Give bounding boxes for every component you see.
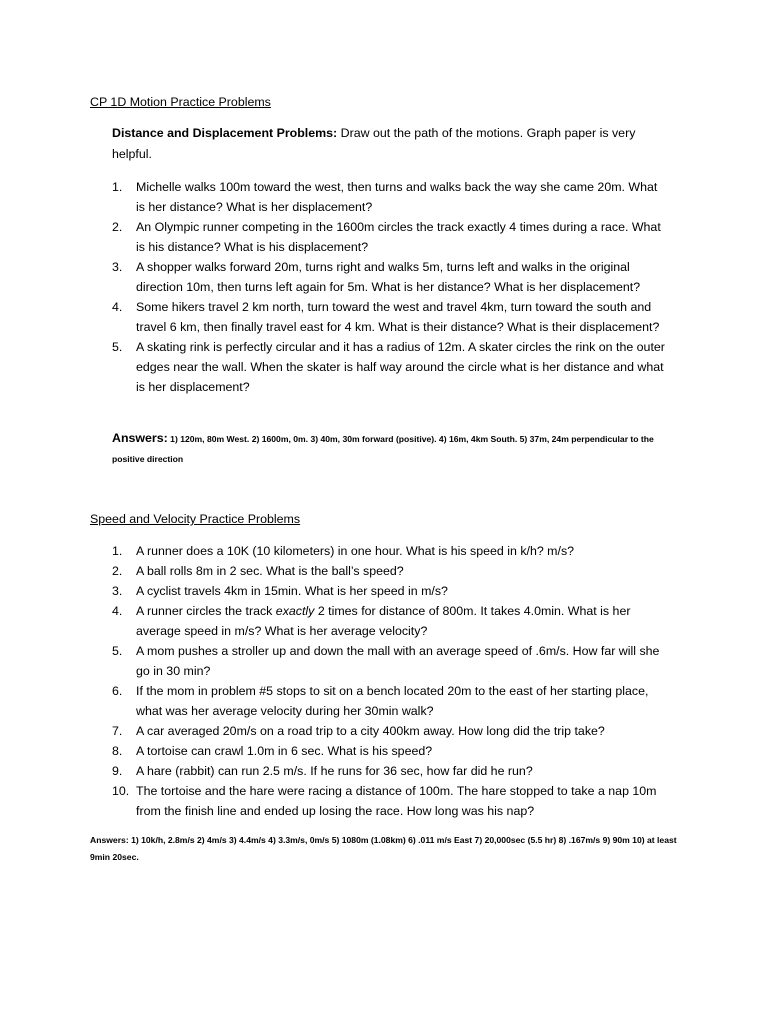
section1-intro	[112, 123, 652, 165]
section2-title: Speed and Velocity Practice Problems	[90, 512, 301, 526]
item-number: 10.	[112, 784, 130, 798]
section1-answers	[112, 428, 672, 469]
item-number: 2.	[112, 564, 123, 578]
item-number: 1.	[112, 180, 123, 194]
document-title: CP 1D Motion Practice Problems	[90, 95, 271, 109]
list-item	[112, 761, 666, 781]
item-number: 5.	[112, 340, 123, 354]
list-item	[112, 721, 666, 741]
item-number: 6.	[112, 684, 123, 698]
list-item	[112, 601, 666, 641]
section1-heading: Distance and Displacement Problems:	[112, 126, 338, 140]
item-number: 4.	[112, 604, 123, 618]
list-item	[112, 337, 666, 397]
section2-problem-list	[112, 541, 666, 821]
item-text: A ball rolls 8m in 2 sec. What is the ball’s speed?	[136, 564, 404, 578]
item-text: 2 times for distance of 800m. It takes 4.0min. What is her average speed in m/s? What is her average velocity?	[136, 604, 631, 638]
item-text: A cyclist travels 4km in 15min. What is her speed in m/s?	[136, 584, 448, 598]
list-item	[112, 561, 666, 581]
item-text: If the mom in problem #5 stops to sit on a bench located 20m to the east of her starting place, what was her average velocity during her 30min walk?	[136, 684, 649, 718]
item-number: 2.	[112, 220, 123, 234]
list-item	[112, 681, 666, 721]
item-text: An Olympic runner competing in the 1600m circles the track exactly 4 times during a race. What is his distance? What is his displacement?	[136, 220, 661, 254]
item-text: A mom pushes a stroller up and down the mall with an average speed of .6m/s. How far will she go in 30 min?	[136, 644, 660, 678]
item-text: A hare (rabbit) can run 2.5 m/s. If he runs for 36 sec, how far did he run?	[136, 764, 533, 778]
item-text: A shopper walks forward 20m, turns right and walks 5m, turns left and walks in the original direction 10m, then turns left again for 5m. What is her distance? What is her displacement?	[136, 260, 641, 294]
section2-answers: Answers: 1) 10k/h, 2.8m/s 2) 4m/s 3) 4.4m/s 4) 3.3m/s, 0m/s 5) 1080m (1.08km) 6) .011 m/s East 7) 20,000sec (5.5 hr) 8) .167m/s 9) 90m 10) at least 9min 20sec.	[90, 835, 677, 862]
list-item	[112, 581, 666, 601]
section1-problem-list	[112, 177, 666, 397]
item-text: Michelle walks 100m toward the west, then turns and walks back the way she came 20m. What is her distance? What is her displacement?	[136, 180, 658, 214]
item-number: 9.	[112, 764, 123, 778]
item-text: A runner does a 10K (10 kilometers) in one hour. What is his speed in k/h? m/s?	[136, 544, 575, 558]
item-emphasis: exactly	[275, 604, 315, 618]
item-text: A runner circles the track	[136, 604, 276, 618]
item-number: 8.	[112, 744, 123, 758]
item-text: The tortoise and the hare were racing a distance of 100m. The hare stopped to take a nap 10m from the finish line and ended up losing the race. How long was his nap?	[136, 784, 657, 818]
item-number: 3.	[112, 260, 123, 274]
item-number: 7.	[112, 724, 123, 738]
item-number: 5.	[112, 644, 123, 658]
item-text: A car averaged 20m/s on a road trip to a city 400km away. How long did the trip take?	[136, 724, 605, 738]
list-item	[112, 741, 666, 761]
item-number: 1.	[112, 544, 123, 558]
list-item	[112, 257, 666, 297]
answers-text: 1) 120m, 80m West. 2) 1600m, 0m. 3) 40m, 30m forward (positive). 4) 16m, 4km South. 5) 37m, 24m perpendicular to the positive direction	[112, 434, 654, 464]
list-item	[112, 177, 666, 217]
list-item	[112, 541, 666, 561]
item-text: Some hikers travel 2 km north, turn toward the west and travel 4km, turn toward the south and travel 6 km, then finally travel east for 4 km. What is their distance? What is their displacement?	[136, 300, 660, 334]
answers-label: Answers:	[112, 431, 168, 445]
item-text: A tortoise can crawl 1.0m in 6 sec. What is his speed?	[136, 744, 433, 758]
list-item	[112, 217, 666, 257]
item-number: 4.	[112, 300, 123, 314]
item-number: 3.	[112, 584, 123, 598]
list-item	[112, 781, 666, 821]
list-item	[112, 297, 666, 337]
item-text: A skating rink is perfectly circular and it has a radius of 12m. A skater circles the rink on the outer edges near the wall. When the skater is half way around the circle what is her distance and what is her displacement?	[136, 340, 665, 394]
section1-instructions: Draw out the path of the motions. Graph paper is very helpful.	[112, 126, 636, 161]
list-item	[112, 641, 666, 681]
